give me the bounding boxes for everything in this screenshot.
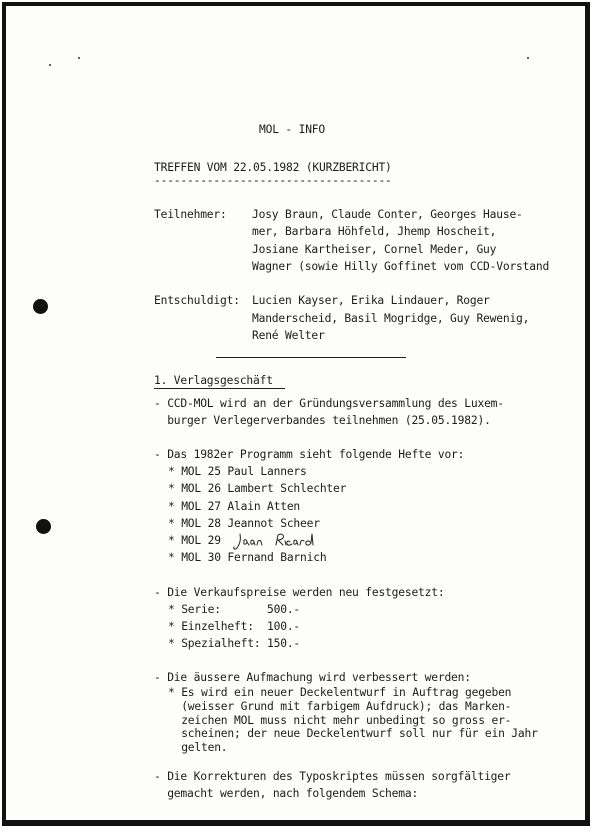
punch-hole-bottom	[36, 519, 51, 534]
meeting-subtitle: TREFFEN VOM 22.05.1982 (KURZBERICHT)	[154, 161, 392, 174]
corrections-line: gemacht werden, nach folgendem Schema:	[154, 787, 419, 800]
speck	[78, 57, 80, 59]
program-item: * MOL 30 Fernand Barnich	[168, 551, 327, 564]
document-title: MOL - INFO	[259, 123, 326, 136]
excused-line: Manderscheid, Basil Mogridge, Guy Rewenig,	[252, 312, 530, 325]
separator-line	[216, 357, 406, 358]
participants-line: mer, Barbara Höhfeld, Jhemp Hoscheit,	[252, 225, 497, 238]
excused-line: René Welter	[252, 329, 325, 342]
handwritten-name	[232, 530, 322, 552]
price-item: * Spezialheft: 150.-	[168, 637, 301, 650]
participants-label: Teilnehmer:	[154, 208, 227, 221]
price-item: * Einzelheft: 100.-	[168, 620, 301, 633]
program-item: * MOL 28 Jeannot Scheer	[168, 517, 320, 530]
program-intro: - Das 1982er Programm sieht folgende Hefte vor:	[154, 448, 465, 461]
design-detail-line: zeichen MOL muss nicht mehr unbedingt so gross er-	[168, 714, 512, 727]
participants-line: Wagner (sowie Hilly Goffinet vom CCD-Vorstand	[252, 260, 550, 273]
speck	[527, 57, 529, 59]
price-item: * Serie: 500.-	[168, 603, 301, 616]
section-heading-underline	[154, 388, 285, 389]
design-detail-line: * Es wird ein neuer Deckelentwurf in Auftrag gegeben	[168, 686, 512, 699]
excused-label: Entschuldigt:	[154, 294, 240, 307]
design-detail-line: gelten.	[168, 741, 228, 754]
design-detail-line: scheinen; der neue Deckelentwurf soll nur für ein Jahr	[168, 727, 538, 740]
subtitle-underline: ------------------------------------	[154, 174, 392, 187]
participants-line: Josy Braun, Claude Conter, Georges Hause-	[252, 208, 523, 221]
program-item: * MOL 25 Paul Lanners	[168, 465, 307, 478]
design-detail-line: (weisser Grund mit farbigem Aufdruck); das Marken-	[168, 700, 512, 713]
participants-line: Josiane Kartheiser, Cornel Meder, Guy	[252, 243, 497, 256]
program-item: * MOL 29	[168, 534, 221, 547]
program-item: * MOL 27 Alain Atten	[168, 500, 301, 513]
excused-line: Lucien Kayser, Erika Lindauer, Roger	[252, 294, 490, 307]
corrections-line: - Die Korrekturen des Typoskriptes müssen sorgfältiger	[154, 770, 511, 783]
item-line: burger Verlegerverbandes teilnehmen (25.05.1982).	[154, 414, 491, 427]
item-line: - CCD-MOL wird an der Gründungsversammlung des Luxem-	[154, 397, 504, 410]
design-intro: - Die äussere Aufmachung wird verbessert werden:	[154, 671, 471, 684]
section-heading: 1. Verlagsgeschäft	[154, 374, 273, 387]
program-item: * MOL 26 Lambert Schlechter	[168, 482, 347, 495]
speck	[49, 64, 51, 66]
prices-intro: - Die Verkaufspreise werden neu festgesetzt:	[154, 586, 445, 599]
punch-hole-top	[33, 299, 48, 314]
